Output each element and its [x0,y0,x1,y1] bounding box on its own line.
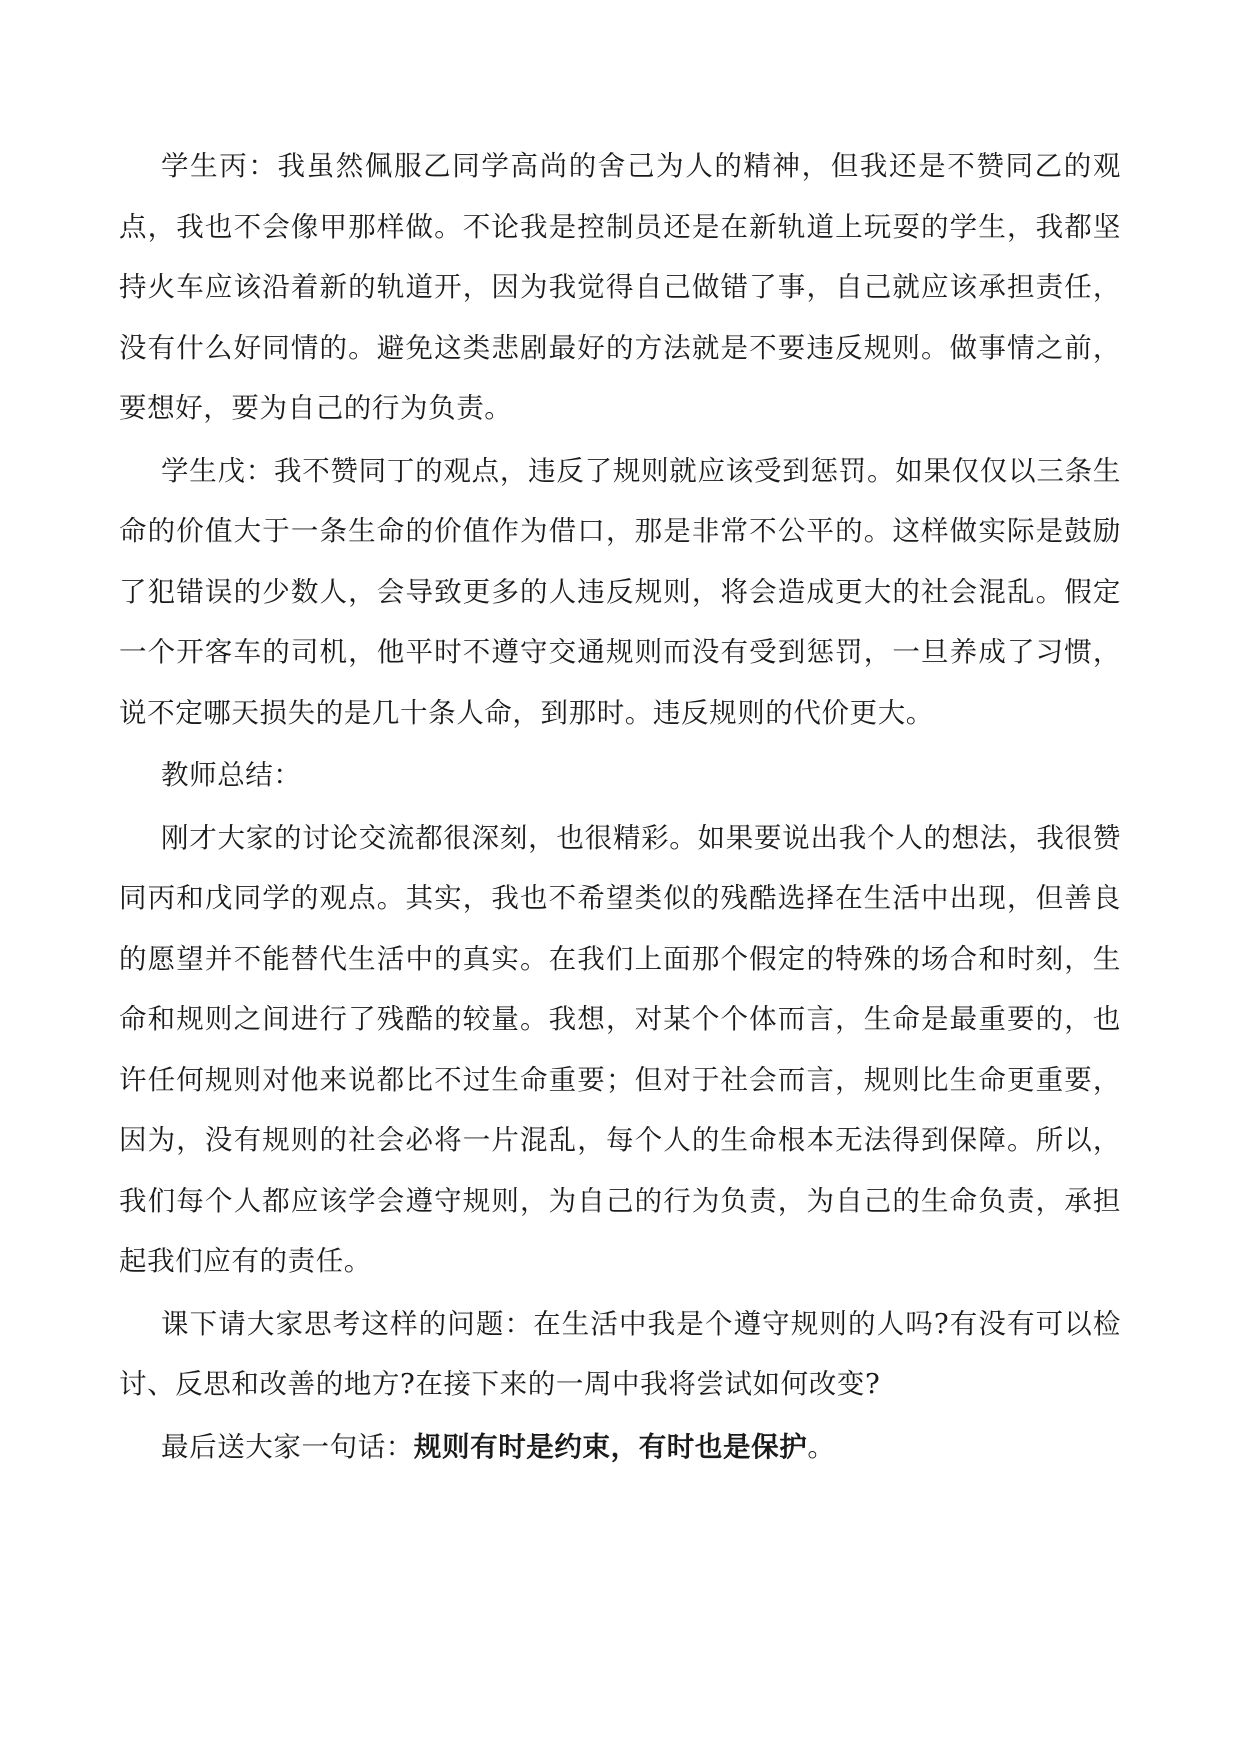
closing-suffix: 。 [807,1430,836,1463]
closing-prefix: 最后送大家一句话： [161,1430,414,1463]
paragraph-homework-question: 课下请大家思考这样的问题：在生活中我是个遵守规则的人吗?有没有可以检讨、反思和改善的地方?在接下来的一周中我将尝试如何改变? [119,1307,1121,1400]
paragraph-closing [119,1417,1121,1478]
closing-emphasis: 规则有时是约束，有时也是保护 [413,1430,808,1463]
paragraph-teacher-summary-heading: 教师总结： [161,759,302,791]
paragraph-student-wu: 学生戊：我不赞同丁的观点，违反了规则就应该受到惩罚。如果仅仅以三条生命的价值大于一条生命的价值作为借口，那是非常不公平的。这样做实际是鼓励了犯错误的少数人，会导致更多的人违反规则，将会造成更大的社会混乱。假定一个开客车的司机，他平时不遵守交通规则而没有受到惩罚，一旦养成了习惯，说不定哪天损失的是几十条人命，到那时。违反规则的代价更大。 [119,454,1121,729]
document-body [119,136,1121,1477]
paragraph-teacher-summary: 刚才大家的讨论交流都很深刻，也很精彩。如果要说出我个人的想法，我很赞同丙和戊同学的观点。其实，我也不希望类似的残酷选择在生活中出现，但善良的愿望并不能替代生活中的真实。在我们上面那个假定的特殊的场合和时刻，生命和规则之间进行了残酷的较量。我想，对某个个体而言，生命是最重要的，也许任何规则对他来说都比不过生命重要；但对于社会而言，规则比生命更重要，因为，没有规则的社会必将一片混乱，每个人的生命根本无法得到保障。所以，我们每个人都应该学会遵守规则，为自己的行为负责，为自己的生命负责，承担起我们应有的责任。 [119,821,1121,1277]
paragraph-student-bing: 学生丙：我虽然佩服乙同学高尚的舍己为人的精神，但我还是不赞同乙的观点，我也不会像甲那样做。不论我是控制员还是在新轨道上玩耍的学生，我都坚持火车应该沿着新的轨道开，因为我觉得自己做错了事，自己就应该承担责任，没有什么好同情的。避免这类悲剧最好的方法就是不要违反规则。做事情之前，要想好，要为自己的行为负责。 [119,150,1121,424]
